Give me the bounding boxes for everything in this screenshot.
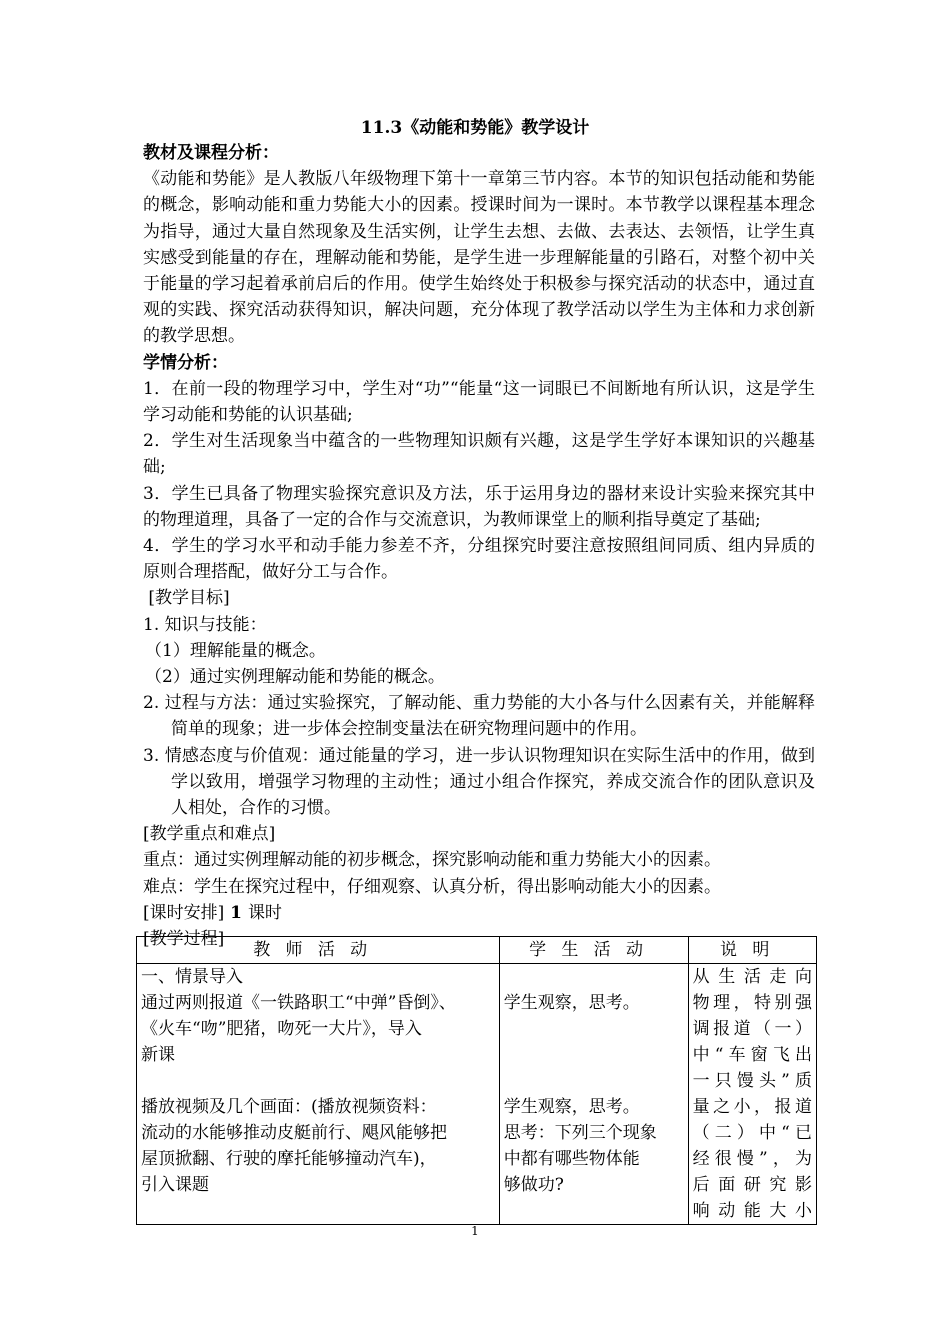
page-number: 1 — [471, 1224, 479, 1238]
header-notes: 说明 — [688, 937, 816, 964]
note-line: 一只馒头”质 — [692, 1071, 812, 1091]
goal-item: 2. 过程与方法：通过实验探究，了解动能、重力势能的大小各与什么因素有关，并能解释简单的现象；进一步体会控制变量法在研究物理问题中的作用。 — [143, 693, 815, 740]
student-item: 2．学生对生活现象当中蕴含的一些物理知识颇有兴趣，这是学生学好本课知识的兴趣基础; — [143, 431, 815, 478]
process-heading: [教学过程] — [143, 929, 225, 950]
teaching-process-table — [136, 936, 817, 1225]
goal-subitem: （1）理解能量的概念。 — [145, 640, 326, 661]
schedule-label: [课时安排] — [143, 902, 225, 923]
teacher-line: 新课 — [141, 1045, 175, 1065]
note-line: 调报道（一） — [692, 1019, 812, 1039]
spacer — [141, 1198, 495, 1224]
key-points-heading: [教学重点和难点] — [143, 824, 276, 845]
note-line: 中“车窗飞出 — [692, 1045, 812, 1065]
key-point: 重点：通过实例理解动能的初步概念，探究影响动能和重力势能大小的因素。 — [143, 850, 721, 871]
student-heading: 学情分析： — [143, 352, 228, 373]
schedule-value: 1 — [224, 902, 248, 923]
student-item: 4．学生的学习水平和动手能力参差不齐，分组探究时要注意按照组间同质、组内异质的原则合理搭配，做好分工与合作。 — [143, 536, 815, 583]
goals-heading: [教学目标] — [143, 588, 230, 609]
teacher-line: 《火车“吻”肥猪，吻死一大片》，导入 — [141, 1019, 422, 1039]
goal-item: 1. 知识与技能： — [143, 614, 267, 635]
goal-subitem: （2）通过实例理解动能和势能的概念。 — [145, 667, 445, 688]
student-line: 学生观察，思考。 — [503, 993, 640, 1013]
student-line — [504, 964, 684, 990]
header-student-activity: 学生活动 — [499, 937, 688, 964]
header-teacher-activity: 教师活动 — [137, 937, 500, 964]
table-header-row — [137, 937, 817, 964]
student-line: 中都有哪些物体能 — [503, 1149, 640, 1169]
student-line: 学生观察，思考。 — [503, 1097, 640, 1117]
teacher-activity-cell — [137, 964, 500, 1225]
student-line — [504, 1042, 684, 1068]
page-title: 11.3《动能和势能》教学设计 — [360, 118, 590, 138]
note-line: 经很慢”，为 — [692, 1149, 812, 1169]
student-line — [504, 1068, 684, 1094]
teacher-line: 引入课题 — [141, 1175, 209, 1195]
notes-cell — [688, 964, 816, 1225]
teacher-line: 通过两则报道《一铁路职工“中弹”昏倒》、 — [141, 993, 456, 1013]
note-line: 从生活走向 — [692, 967, 812, 987]
teacher-line: 播放视频及几个画面：(播放视频资料： — [141, 1097, 437, 1117]
analysis-paragraph: 《动能和势能》是人教版八年级物理下第十一章第三节内容。本节的知识包括动能和势能的概念，影响动能和重力势能大小的因素。授课时间为一课时。本节教学以课程基本理念为指导，通过大量自然现象及生活实例，让学生去想、去做、去表达、去领悟，让学生真实感受到能量的存在，理解动能和势能，是学生进一步理解能量的引路石，对整个初中关于能量的学习起着承前启后的作用。使学生始终处于积极参与探究活动的状态中，通过直观的实践、探究活动获得知识，解决问题，充分体现了教学活动以学生为主体和力求创新的教学思想。 — [143, 169, 815, 347]
table-row — [137, 964, 817, 1225]
difficult-point: 难点：学生在探究过程中，仔细观察、认真分析，得出影响动能大小的因素。 — [143, 876, 721, 897]
goal-item: 3. 情感态度与价值观：通过能量的学习，进一步认识物理知识在实际生活中的作用，做到学以致用，增强学习物理的主动性；通过小组合作探究，养成交流合作的团队意识及人相处，合作的习惯。 — [143, 745, 815, 819]
teacher-line: 一、情景导入 — [141, 967, 243, 987]
document-body — [143, 140, 815, 952]
note-line: 后面研究影 — [692, 1175, 812, 1195]
student-line: 思考：下列三个现象 — [503, 1123, 657, 1143]
note-line: 量之小，报道 — [692, 1097, 812, 1117]
teacher-line — [141, 1068, 495, 1094]
note-line: 物理，特别强 — [692, 993, 812, 1013]
teacher-line: 流动的水能够推动皮艇前行、飓风能够把 — [141, 1123, 447, 1143]
student-item: 1．在前一段的物理学习中，学生对“功”“能量“这一词眼已不间断地有所认识，这是学生学习动能和势能的认识基础; — [143, 378, 815, 426]
schedule-line — [143, 900, 815, 926]
schedule-unit: 课时 — [247, 902, 282, 923]
student-activity-cell — [499, 964, 688, 1225]
note-line: （二）中“已 — [692, 1123, 812, 1143]
student-line: 够做功? — [503, 1175, 564, 1195]
student-line — [504, 1016, 684, 1042]
teacher-line: 屋顶掀翻、行驶的摩托能够撞动汽车)， — [141, 1149, 437, 1169]
student-item: 3．学生已具备了物理实验探究意识及方法，乐于运用身边的器材来设计实验来探究其中的物理道理，具备了一定的合作与交流意识，为教师课堂上的顺利指导奠定了基础; — [143, 483, 815, 530]
note-line: 响动能大小 — [692, 1201, 812, 1221]
analysis-heading: 教材及课程分析： — [143, 143, 279, 163]
